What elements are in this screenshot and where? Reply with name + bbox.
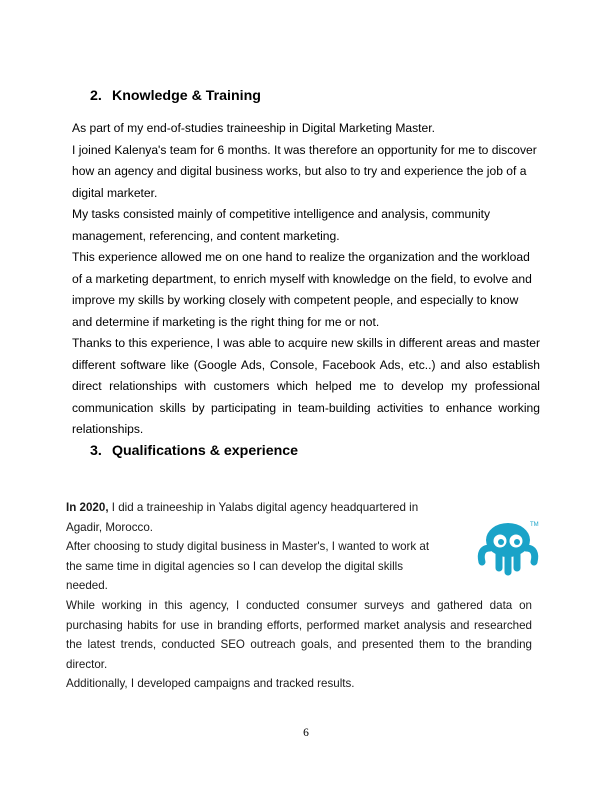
section-3-title: Qualifications & experience xyxy=(111,443,299,459)
paragraph: After choosing to study digital business in Master's, I wanted to work at the same time in digital agencies so I can develop the digital skills needed. xyxy=(66,540,430,593)
trademark-label: TM xyxy=(530,522,539,528)
page-number: 6 xyxy=(303,727,309,739)
section-3-heading xyxy=(90,443,298,459)
section-2-number: 2. xyxy=(90,88,102,104)
intro-year: In 2020, xyxy=(66,501,109,514)
intro-text: I did a traineeship in Yalabs digital agency headquartered in Agadir, Morocco. xyxy=(66,501,419,534)
paragraph: Additionally, I developed campaigns and tracked results. xyxy=(66,677,355,691)
section-3-number: 3. xyxy=(90,443,102,459)
paragraph: This experience allowed me on one hand to realize the organization and the workload of a marketing department, to enrich myself with knowledge on the field, to evolve and improve my skills by working closely with competent people, and especially to know and determine if marketing is the right thing for me or not. xyxy=(72,250,532,329)
section-2-heading xyxy=(90,88,261,104)
paragraph: I joined Kalenya's team for 6 months. It was therefore an opportunity for me to discover how an agency and digital business works, but also to try and experience the job of a digital marketer. xyxy=(72,142,537,200)
octopus-logo-icon xyxy=(472,520,544,580)
section-2-title: Knowledge & Training xyxy=(111,88,261,104)
section-3-body xyxy=(66,498,532,694)
paragraph: While working in this agency, I conducted consumer surveys and gathered data on purchasing habits for use in branding efforts, performed market analysis and researched the latest trends, conducted SEO outreach goals, and presented them to the branding director. xyxy=(66,598,532,671)
section-2-body xyxy=(72,118,540,441)
paragraph xyxy=(66,498,444,537)
paragraph: My tasks consisted mainly of competitive intelligence and analysis, community management, referencing, and content marketing. xyxy=(72,207,491,243)
paragraph: As part of my end-of-studies traineeship in Digital Marketing Master. xyxy=(72,121,435,135)
paragraph: Thanks to this experience, I was able to acquire new skills in different areas and master different software like (Google Ads, Console, Facebook Ads, etc..) and also establish direct relationships with customers which helped me to develop my professional communication skills by participating in team-building activities to enhance working relationships. xyxy=(72,336,540,436)
